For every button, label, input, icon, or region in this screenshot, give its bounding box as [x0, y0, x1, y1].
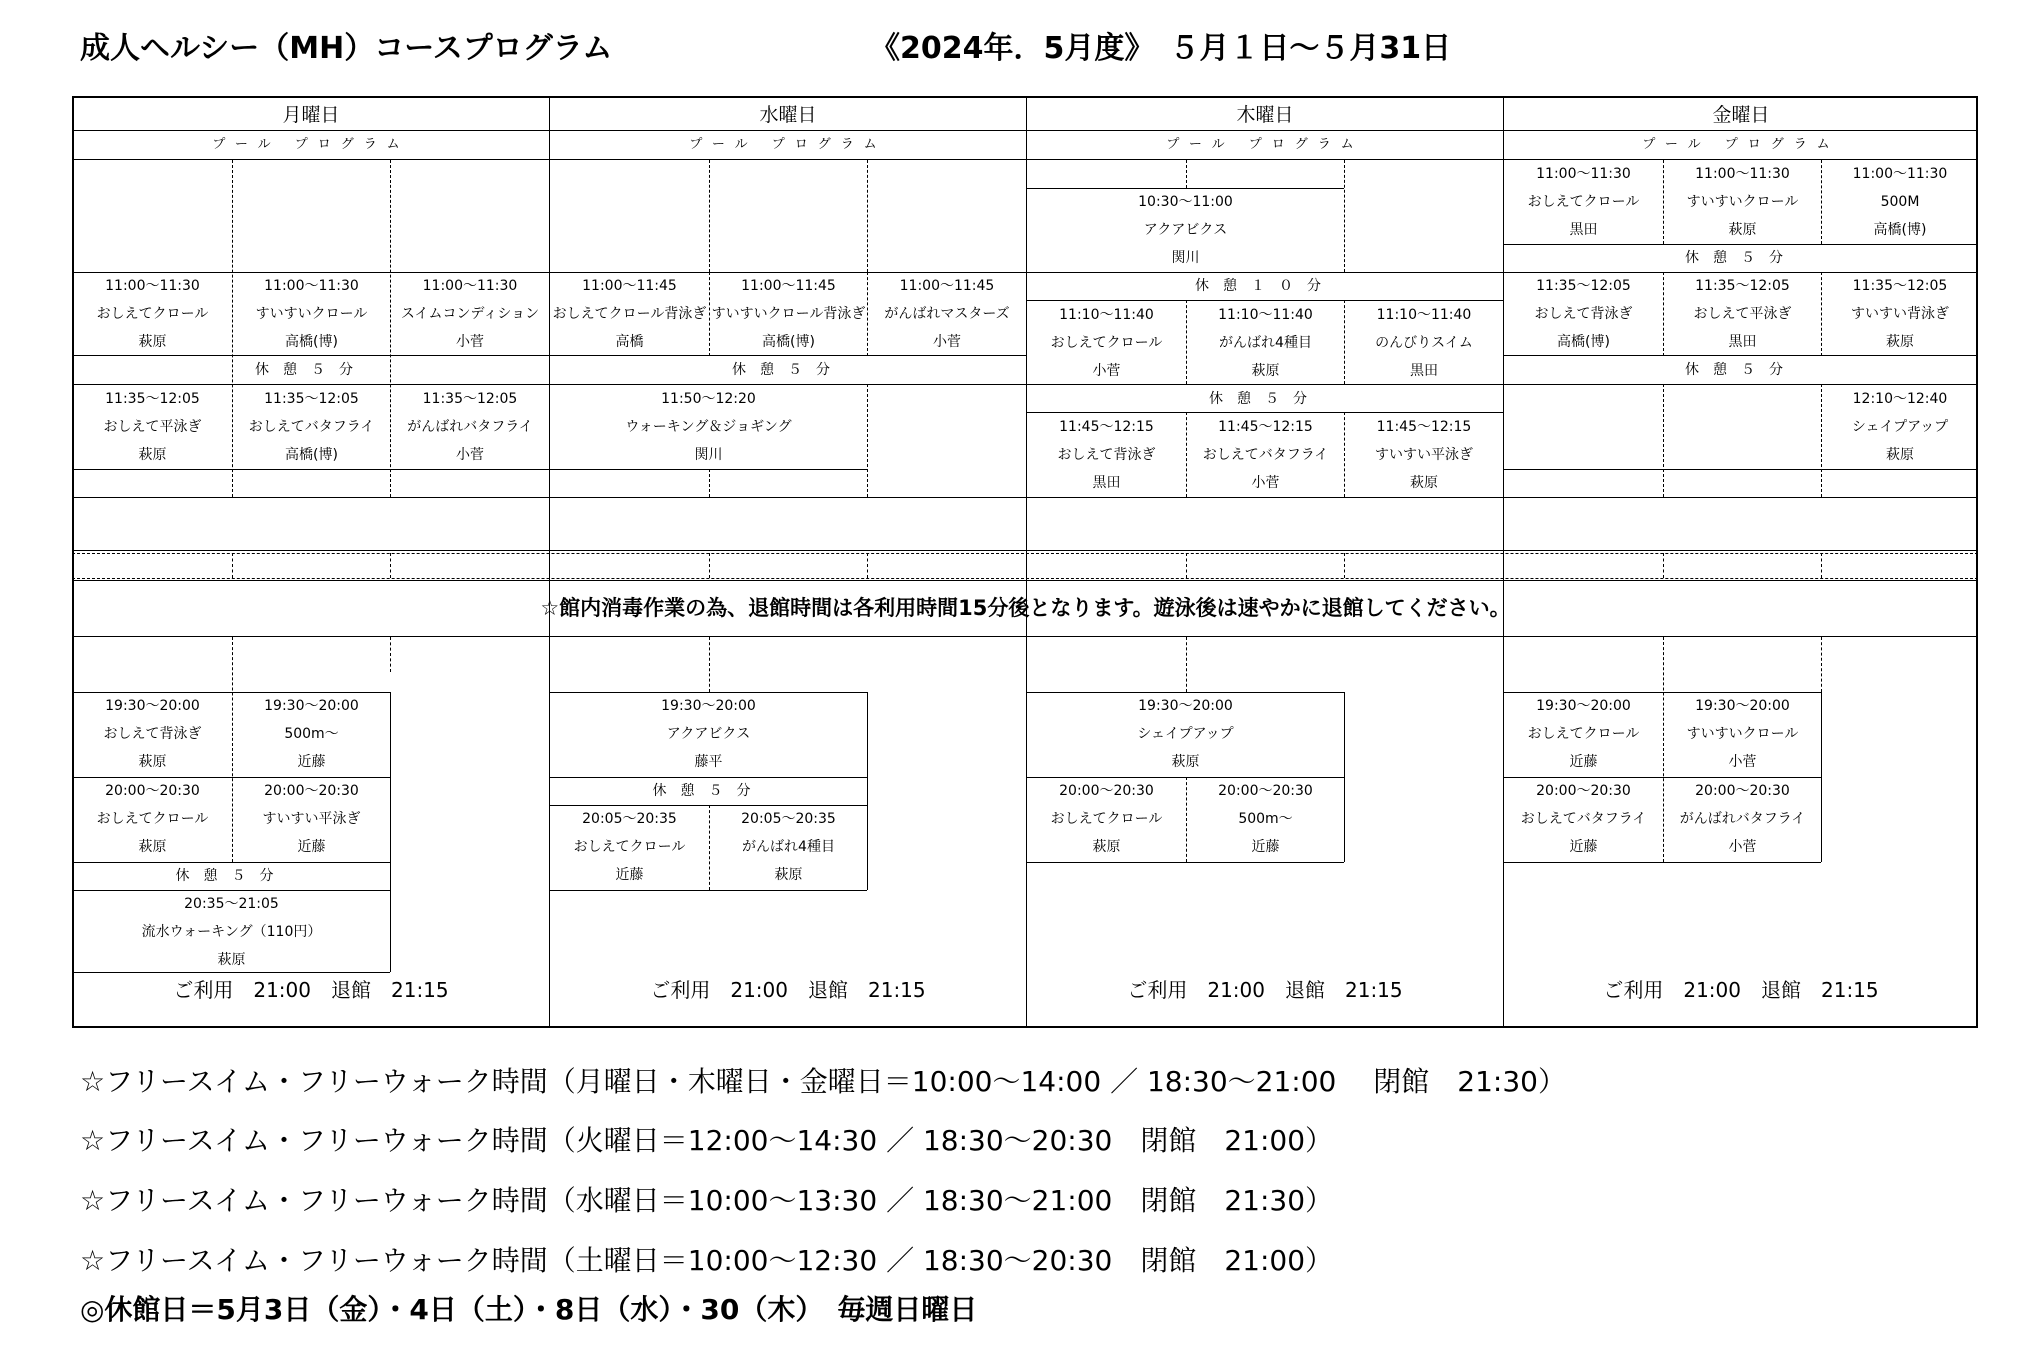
- class-block: 20:00～20:30 おしえてバタフライ 近藤: [1520, 783, 1647, 855]
- class-block: 20:00～20:30 がんばれバタフライ 小菅: [1679, 783, 1806, 855]
- class-block: 19:30～20:00 シェイプアップ 萩原: [1137, 698, 1234, 770]
- class-block: 11:45～12:15 すいすい平泳ぎ 萩原: [1375, 419, 1473, 491]
- class-block: 11:35～12:05 おしえて平泳ぎ 萩原: [103, 391, 202, 463]
- free-swim-note: ☆フリースイム・フリーウォーク時間（土曜日＝10:00～12:30 ／ 18:30～20:30 閉館 21:00）: [80, 1244, 1334, 1277]
- break-label: 休憩５分: [732, 362, 844, 378]
- closing-time-label: ご利用 21:00 退館 21:15: [173, 978, 449, 1002]
- free-swim-note: ☆フリースイム・フリーウォーク時間（火曜日＝12:00～14:30 ／ 18:30～20:30 閉館 21:00）: [80, 1124, 1334, 1157]
- pool-program-label: プール プログラム: [689, 137, 887, 152]
- pool-program-label: プール プログラム: [1166, 137, 1364, 152]
- break-label: 休憩５分: [1685, 362, 1797, 378]
- break-label: 休憩１０分: [1195, 278, 1335, 294]
- class-block: 11:35～12:05 すいすい背泳ぎ 萩原: [1851, 278, 1949, 350]
- class-block: 11:50～12:20 ウォーキング＆ジョギング 関川: [625, 391, 792, 463]
- break-label: 休憩５分: [1209, 391, 1321, 407]
- page-title: 成人ヘルシー（MH）コースプログラム: [80, 31, 613, 66]
- class-block: 20:00～20:30 おしえてクロール 萩原: [96, 783, 209, 855]
- class-block: 20:05～20:35 がんばれ4種目 萩原: [741, 811, 836, 883]
- closing-time-label: ご利用 21:00 退館 21:15: [1127, 978, 1403, 1002]
- class-block: 20:00～20:30 おしえてクロール 萩原: [1050, 783, 1163, 855]
- period-label: 《2024年．5月度》 ５月１日～５月31日: [870, 31, 1452, 66]
- break-label: 休憩５分: [652, 783, 765, 799]
- class-block: 11:45～12:15 おしえてバタフライ 小菅: [1202, 419, 1329, 491]
- class-block: 11:00～11:45 おしえてクロール背泳ぎ 高橋: [552, 278, 707, 350]
- class-block: 20:05～20:35 おしえてクロール 近藤: [573, 811, 686, 883]
- closing-time-label: ご利用 21:00 退館 21:15: [1603, 978, 1879, 1002]
- class-block: 19:30～20:00 すいすいクロール 小菅: [1686, 698, 1799, 770]
- free-swim-note: ☆フリースイム・フリーウォーク時間（水曜日＝10:00～13:30 ／ 18:30～21:00 閉館 21:30）: [80, 1184, 1334, 1217]
- pool-program-label: プール プログラム: [1642, 137, 1840, 152]
- class-block: 20:00～20:30 すいすい平泳ぎ 近藤: [262, 783, 361, 855]
- break-label: 休憩５分: [175, 868, 288, 884]
- class-block: 11:10～11:40 のんびりスイム 黒田: [1375, 307, 1473, 379]
- class-block: 19:30～20:00 500m～ 近藤: [264, 698, 359, 770]
- class-block: 11:00～11:45 がんばれマスターズ 小菅: [884, 278, 1010, 350]
- day-header-wed: 水曜日: [759, 104, 817, 126]
- class-block: 19:30～20:00 アクアビクス 藤平: [661, 698, 756, 770]
- class-block: 19:30～20:00 おしえてクロール 近藤: [1527, 698, 1640, 770]
- class-block: 11:00～11:30 500M 高橋(博): [1852, 166, 1948, 238]
- closed-days-note: ◎休館日＝5月3日（金）・4日（土）・8日（水）・30（木） 毎週日曜日: [80, 1293, 978, 1326]
- day-header-fri: 金曜日: [1712, 104, 1770, 126]
- class-block: 11:10～11:40 おしえてクロール 小菅: [1050, 307, 1163, 379]
- class-block: 11:35～12:05 おしえて平泳ぎ 黒田: [1693, 278, 1792, 350]
- break-label: 休憩５分: [1685, 250, 1797, 266]
- class-block: 11:35～12:05 おしえて背泳ぎ 高橋(博): [1534, 278, 1633, 350]
- class-block: 11:35～12:05 おしえてバタフライ 高橋(博): [248, 391, 375, 463]
- class-block: 11:00～11:30 おしえてクロール 黒田: [1527, 166, 1640, 238]
- class-block: 11:00～11:30 すいすいクロール 高橋(博): [255, 278, 368, 350]
- class-block: 10:30～11:00 アクアビクス 関川: [1138, 194, 1233, 266]
- class-block: 11:35～12:05 がんばれバタフライ 小菅: [407, 391, 533, 463]
- closing-time-label: ご利用 21:00 退館 21:15: [650, 978, 926, 1002]
- class-block: 11:10～11:40 がんばれ4種目 萩原: [1218, 307, 1313, 379]
- class-block: 11:45～12:15 おしえて背泳ぎ 黒田: [1057, 419, 1156, 491]
- free-swim-note: ☆フリースイム・フリーウォーク時間（月曜日・木曜日・金曜日＝10:00～14:00 ／ 18:30～21:00 閉館 21:30）: [80, 1065, 1566, 1098]
- notice-text: ☆館内消毒作業の為、退館時間は各利用時間15分後となります。遊泳後は速やかに退館してください。: [540, 596, 1511, 620]
- day-header-mon: 月曜日: [282, 104, 340, 126]
- class-block: 12:10～12:40 シェイプアップ 萩原: [1851, 391, 1949, 463]
- break-label: 休憩５分: [255, 362, 367, 378]
- class-block: 19:30～20:00 おしえて背泳ぎ 萩原: [103, 698, 202, 770]
- class-block: 11:00～11:30 すいすいクロール 萩原: [1686, 166, 1799, 238]
- class-block: 11:00～11:45 すいすいクロール背泳ぎ 高橋(博): [711, 278, 866, 350]
- class-block: 20:35～21:05 流水ウォーキング（110円） 萩原: [141, 896, 322, 968]
- pool-program-label: プール プログラム: [212, 137, 410, 152]
- class-block: 20:00～20:30 500m～ 近藤: [1218, 783, 1313, 855]
- class-block: 11:00～11:30 スイムコンディション 小菅: [400, 278, 540, 350]
- day-header-thu: 木曜日: [1236, 104, 1294, 126]
- class-block: 11:00～11:30 おしえてクロール 萩原: [96, 278, 209, 350]
